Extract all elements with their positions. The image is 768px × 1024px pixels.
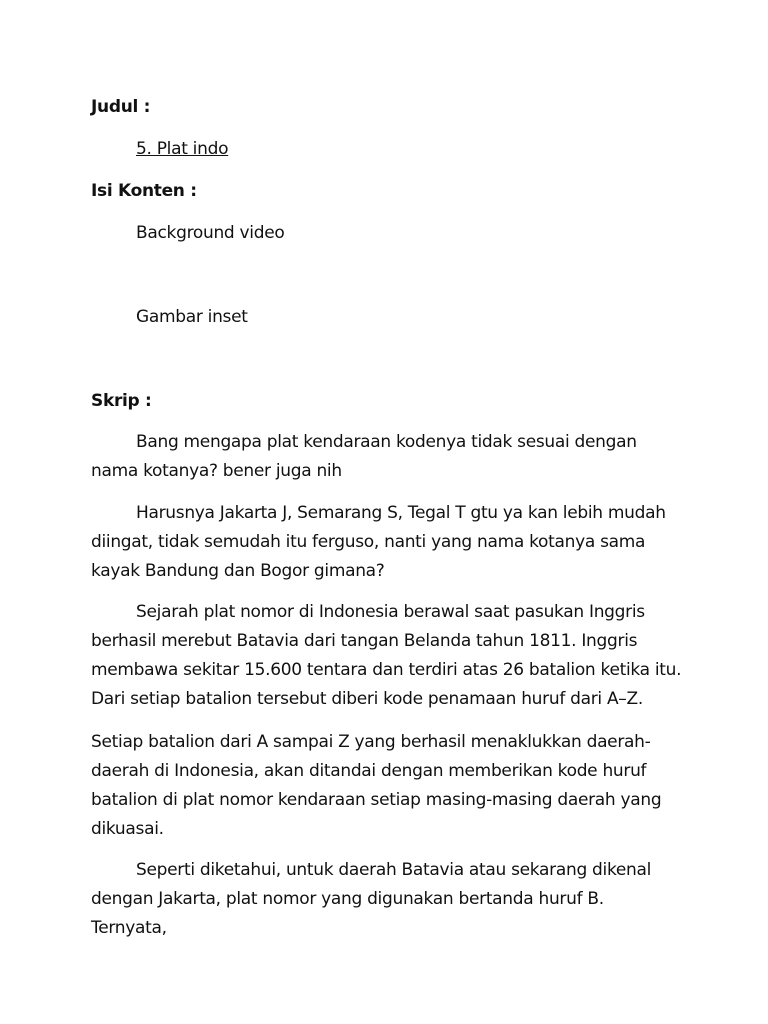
script-paragraph-5: Seperti diketahui, untuk daerah Batavia atau sekarang dikenal dengan Jakarta, plat nomor yang digunakan bertanda huruf B. Ternyata, [91,860,652,938]
judul-heading: Judul : [91,97,151,117]
title-value: 5. Plat indo [136,139,229,159]
content-item-background-video: Background video [136,223,285,243]
content-item-gambar-inset: Gambar inset [136,307,248,327]
script-paragraph-2: Harusnya Jakarta J, Semarang S, Tegal T gtu ya kan lebih mudah diingat, tidak semudah itu ferguso, nanti yang nama kotanya sama kayak Bandung dan Bogor gimana? [91,503,666,581]
script-paragraph-4: Setiap batalion dari A sampai Z yang berhasil menaklukkan daerah-daerah di Indonesia, akan ditandai dengan memberikan kode huruf batalion di plat nomor kendaraan setiap masing-masing daerah yang dikuasai. [91,732,662,839]
skrip-heading: Skrip : [91,391,152,411]
script-paragraph-1: Bang mengapa plat kendaraan kodenya tidak sesuai dengan nama kotanya? bener juga nih [91,432,637,481]
script-paragraph-3: Sejarah plat nomor di Indonesia berawal saat pasukan Inggris berhasil merebut Batavia dari tangan Belanda tahun 1811. Inggris membawa sekitar 15.600 tentara dan terdiri atas 26 batalion ketika itu. Dari setiap batalion tersebut diberi kode penamaan huruf dari A–Z. [91,602,682,709]
isi-konten-heading: Isi Konten : [91,181,197,201]
